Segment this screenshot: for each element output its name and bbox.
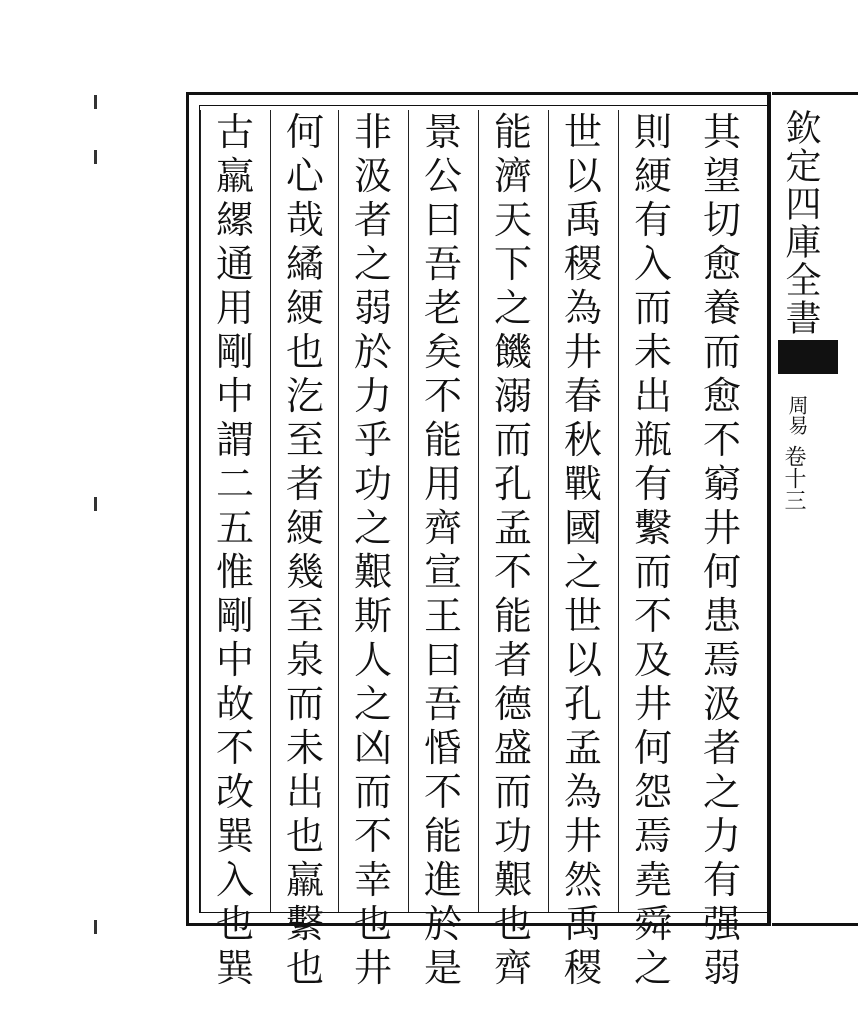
glyph: 是 bbox=[423, 946, 462, 990]
glyph: 養 bbox=[702, 286, 741, 330]
volume-number: 卷十三 bbox=[781, 445, 806, 511]
glyph: 切 bbox=[702, 198, 741, 242]
edge-mark bbox=[94, 150, 97, 164]
glyph: 之 bbox=[493, 286, 532, 330]
glyph: 世 bbox=[563, 110, 602, 154]
glyph: 世 bbox=[563, 594, 602, 638]
book-subtitle: 周易 bbox=[785, 395, 809, 435]
glyph: 以 bbox=[563, 154, 602, 198]
glyph: 能 bbox=[423, 814, 462, 858]
glyph: 也 bbox=[353, 902, 392, 946]
glyph: 力 bbox=[702, 814, 741, 858]
glyph: 窮 bbox=[702, 462, 741, 506]
glyph: 用 bbox=[423, 462, 462, 506]
glyph: 王 bbox=[423, 594, 462, 638]
glyph: 愈 bbox=[702, 374, 741, 418]
glyph: 其 bbox=[702, 110, 741, 154]
glyph: 也 bbox=[215, 902, 254, 946]
glyph: 瓶 bbox=[633, 418, 672, 462]
glyph: 然 bbox=[563, 858, 602, 902]
glyph: 凶 bbox=[353, 726, 392, 770]
glyph: 二 bbox=[215, 462, 254, 506]
glyph: 堯 bbox=[633, 858, 672, 902]
glyph: 井 bbox=[353, 946, 392, 990]
glyph: 之 bbox=[633, 946, 672, 990]
glyph: 綆 bbox=[285, 506, 324, 550]
glyph: 哉 bbox=[285, 198, 324, 242]
glyph: 幸 bbox=[353, 858, 392, 902]
glyph: 也 bbox=[493, 902, 532, 946]
text-column-6 bbox=[338, 110, 407, 990]
glyph: 不 bbox=[215, 726, 254, 770]
page-margin bbox=[772, 92, 858, 926]
glyph: 功 bbox=[353, 462, 392, 506]
glyph: 老 bbox=[423, 286, 462, 330]
glyph: 景 bbox=[423, 110, 462, 154]
glyph: 羸 bbox=[285, 858, 324, 902]
glyph: 之 bbox=[353, 242, 392, 286]
glyph: 井 bbox=[563, 814, 602, 858]
glyph: 縲 bbox=[215, 198, 254, 242]
glyph: 愈 bbox=[702, 242, 741, 286]
glyph: 者 bbox=[493, 638, 532, 682]
glyph: 何 bbox=[633, 726, 672, 770]
text-column-4 bbox=[478, 110, 547, 990]
glyph: 不 bbox=[493, 550, 532, 594]
glyph: 饑 bbox=[493, 330, 532, 374]
glyph: 矣 bbox=[423, 330, 462, 374]
glyph: 以 bbox=[563, 638, 602, 682]
glyph: 人 bbox=[353, 638, 392, 682]
glyph: 用 bbox=[215, 286, 254, 330]
glyph: 不 bbox=[423, 374, 462, 418]
glyph: 有 bbox=[633, 462, 672, 506]
glyph: 濟 bbox=[493, 154, 532, 198]
glyph: 春 bbox=[563, 374, 602, 418]
glyph: 綆 bbox=[285, 286, 324, 330]
glyph: 者 bbox=[353, 198, 392, 242]
glyph: 不 bbox=[423, 770, 462, 814]
glyph: 剛 bbox=[215, 330, 254, 374]
glyph: 艱 bbox=[493, 858, 532, 902]
glyph: 能 bbox=[493, 110, 532, 154]
text-column-5 bbox=[408, 110, 477, 990]
glyph: 出 bbox=[285, 770, 324, 814]
glyph: 孟 bbox=[563, 726, 602, 770]
glyph: 曰 bbox=[423, 638, 462, 682]
book-title: 欽定四庫全書 bbox=[780, 109, 821, 337]
glyph: 何 bbox=[702, 550, 741, 594]
glyph: 為 bbox=[563, 770, 602, 814]
glyph: 而 bbox=[285, 682, 324, 726]
glyph: 幾 bbox=[285, 550, 324, 594]
fish-tail-mark bbox=[778, 340, 838, 374]
glyph: 之 bbox=[353, 506, 392, 550]
glyph: 之 bbox=[353, 682, 392, 726]
glyph: 汔 bbox=[285, 374, 324, 418]
glyph: 焉 bbox=[633, 814, 672, 858]
text-column-7 bbox=[270, 110, 339, 990]
glyph: 進 bbox=[423, 858, 462, 902]
glyph: 天 bbox=[493, 198, 532, 242]
glyph: 宣 bbox=[423, 550, 462, 594]
glyph: 未 bbox=[285, 726, 324, 770]
glyph: 謂 bbox=[215, 418, 254, 462]
glyph: 而 bbox=[702, 330, 741, 374]
glyph: 望 bbox=[702, 154, 741, 198]
glyph: 之 bbox=[563, 550, 602, 594]
glyph: 泉 bbox=[285, 638, 324, 682]
document-page bbox=[186, 92, 858, 990]
glyph: 也 bbox=[285, 814, 324, 858]
glyph: 艱 bbox=[353, 550, 392, 594]
glyph: 下 bbox=[493, 242, 532, 286]
glyph: 能 bbox=[493, 594, 532, 638]
glyph: 稷 bbox=[563, 946, 602, 990]
glyph: 吾 bbox=[423, 682, 462, 726]
glyph: 禹 bbox=[563, 198, 602, 242]
glyph: 齊 bbox=[493, 946, 532, 990]
glyph: 溺 bbox=[493, 374, 532, 418]
glyph: 而 bbox=[353, 770, 392, 814]
glyph: 五 bbox=[215, 506, 254, 550]
glyph: 至 bbox=[285, 594, 324, 638]
glyph: 入 bbox=[633, 242, 672, 286]
glyph: 之 bbox=[702, 770, 741, 814]
glyph: 羸 bbox=[215, 154, 254, 198]
glyph: 綆 bbox=[633, 154, 672, 198]
glyph: 國 bbox=[563, 506, 602, 550]
glyph: 焉 bbox=[702, 638, 741, 682]
glyph: 繘 bbox=[285, 242, 324, 286]
glyph: 井 bbox=[563, 330, 602, 374]
glyph: 心 bbox=[285, 154, 324, 198]
glyph: 繫 bbox=[633, 506, 672, 550]
glyph: 則 bbox=[633, 110, 672, 154]
glyph: 改 bbox=[215, 770, 254, 814]
glyph: 入 bbox=[215, 858, 254, 902]
glyph: 未 bbox=[633, 330, 672, 374]
text-column-1 bbox=[688, 110, 756, 990]
glyph: 舜 bbox=[633, 902, 672, 946]
glyph: 通 bbox=[215, 242, 254, 286]
edge-mark bbox=[94, 920, 97, 934]
glyph: 惟 bbox=[215, 550, 254, 594]
glyph: 古 bbox=[215, 110, 254, 154]
glyph: 而 bbox=[633, 286, 672, 330]
glyph: 禹 bbox=[563, 902, 602, 946]
glyph: 井 bbox=[633, 682, 672, 726]
glyph: 剛 bbox=[215, 594, 254, 638]
glyph: 吾 bbox=[423, 242, 462, 286]
glyph: 不 bbox=[633, 594, 672, 638]
glyph: 秋 bbox=[563, 418, 602, 462]
glyph: 患 bbox=[702, 594, 741, 638]
edge-mark bbox=[94, 497, 97, 511]
glyph: 不 bbox=[353, 814, 392, 858]
glyph: 有 bbox=[702, 858, 741, 902]
glyph: 巽 bbox=[215, 946, 254, 990]
glyph: 不 bbox=[702, 418, 741, 462]
glyph: 中 bbox=[215, 638, 254, 682]
glyph: 戰 bbox=[563, 462, 602, 506]
glyph: 有 bbox=[633, 198, 672, 242]
glyph: 何 bbox=[285, 110, 324, 154]
glyph: 弱 bbox=[353, 286, 392, 330]
glyph: 孟 bbox=[493, 506, 532, 550]
glyph: 而 bbox=[633, 550, 672, 594]
edge-mark bbox=[94, 95, 97, 109]
glyph: 盛 bbox=[493, 726, 532, 770]
glyph: 齊 bbox=[423, 506, 462, 550]
glyph: 而 bbox=[493, 418, 532, 462]
glyph: 公 bbox=[423, 154, 462, 198]
glyph: 孔 bbox=[563, 682, 602, 726]
glyph: 中 bbox=[215, 374, 254, 418]
glyph: 及 bbox=[633, 638, 672, 682]
glyph: 而 bbox=[493, 770, 532, 814]
glyph: 巽 bbox=[215, 814, 254, 858]
glyph: 强 bbox=[702, 902, 741, 946]
glyph: 力 bbox=[353, 374, 392, 418]
text-column-8 bbox=[200, 110, 269, 990]
glyph: 汲 bbox=[702, 682, 741, 726]
glyph: 井 bbox=[702, 506, 741, 550]
glyph: 至 bbox=[285, 418, 324, 462]
glyph: 稷 bbox=[563, 242, 602, 286]
glyph: 繫 bbox=[285, 902, 324, 946]
text-column-2 bbox=[618, 110, 687, 990]
glyph: 能 bbox=[423, 418, 462, 462]
glyph: 功 bbox=[493, 814, 532, 858]
glyph: 曰 bbox=[423, 198, 462, 242]
glyph: 乎 bbox=[353, 418, 392, 462]
text-column-3 bbox=[548, 110, 617, 990]
glyph: 怨 bbox=[633, 770, 672, 814]
glyph: 弱 bbox=[702, 946, 741, 990]
glyph: 為 bbox=[563, 286, 602, 330]
glyph: 於 bbox=[423, 902, 462, 946]
glyph: 惛 bbox=[423, 726, 462, 770]
glyph: 出 bbox=[633, 374, 672, 418]
glyph: 也 bbox=[285, 946, 324, 990]
glyph: 汲 bbox=[353, 154, 392, 198]
glyph: 於 bbox=[353, 330, 392, 374]
glyph: 者 bbox=[702, 726, 741, 770]
glyph: 也 bbox=[285, 330, 324, 374]
glyph: 者 bbox=[285, 462, 324, 506]
glyph: 德 bbox=[493, 682, 532, 726]
glyph: 斯 bbox=[353, 594, 392, 638]
glyph: 故 bbox=[215, 682, 254, 726]
glyph: 非 bbox=[353, 110, 392, 154]
glyph: 孔 bbox=[493, 462, 532, 506]
